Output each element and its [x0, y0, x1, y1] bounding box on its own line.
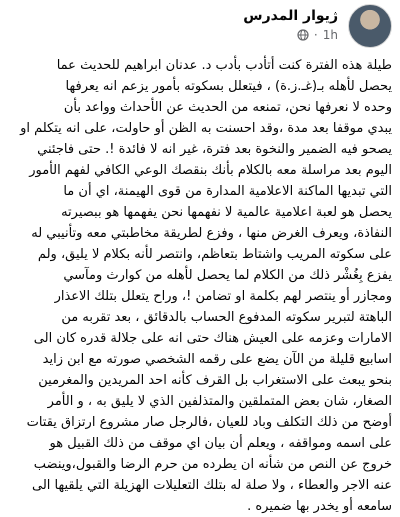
post-text-line: عنه الاجر والعطاء ، ولا صلة له بتلك التعليلات الهزيلة التي يلقيها الى: [32, 478, 392, 493]
post-meta: [243, 27, 338, 43]
post-text-line: بنحو يبعث على الاستغراب بل القرف كأنه احد المريدين والمغرمين: [38, 373, 392, 388]
post-text-line: اليوم بعد مراسلة معه بالكلام بأنك بنقصك الوعي الكافي لفهم الأمور: [29, 163, 392, 178]
post-text-line: يبدي موقفا بعد مدة ،وقد احسنت به الظن أو حاولت، على انه يتكلم او: [20, 121, 392, 136]
post-text-line: على اسمه ومواقفه ، ويعلم أن بيان اي موقف من ذلك القبيل هو: [49, 436, 392, 451]
post-text-line: خروج عن النص من شأنه ان يطرده من حرم الرضا والقبول،وينضب: [33, 457, 392, 472]
post-text-line: الامارات وعزمه على العيش هناك حتى انه على جلالة قدره كان الى: [33, 331, 392, 346]
post-text-line: أوضح من ذلك التكلف وباد للعيان ،فالرجل صار مشروع ارتزاق يقتات: [26, 415, 392, 430]
post-text-line: النفاذة، ويعرف الغرض منها ، وفزع لطريقة مخاطبتي معه وتأنيبي له: [31, 226, 392, 241]
author-avatar[interactable]: [348, 4, 392, 48]
post-text-line: التي تبديها الماكنة الاعلامية المدارة من قوى الهيمنة، اي أن ما: [63, 184, 392, 199]
post-text-line: وحده لا نعرفها نحن، تمنعه من الحديث عن الأحداث وواعد بأن: [63, 100, 392, 115]
post-header: [8, 4, 392, 54]
post-text-line: الباهتة لتبرير سكوته المدفوع الحساب بالدقائق ، بعد تقربه من: [61, 310, 392, 325]
post-text-line: يحصل لأهله بـ(غـ.ز.ة) ، فيتعلل بسكوته بأمور يزعم انه يعرفها: [65, 79, 392, 94]
post-text-line: يصحو فيه الضمير والنخوة بعد فترة، غير انه لا فائدة !. حتى فاجئني: [37, 142, 392, 157]
post-text-line: يحصل هو لعبة اعلامية عالمية لا نفهمها نحن يفهمها هو ببصيرته: [61, 205, 392, 220]
post-text-line: الصغار، شان بعض المتملقين والمتذلفين الذي لا يليق به ، و الأمر: [47, 394, 392, 409]
globe-icon: [297, 29, 309, 41]
post-text-line: على سكوته المريب واشتاط بتعاظم، وانتصر لأنه بكلام لا يليق، ولم: [37, 247, 392, 262]
post-text-line: ومجازر أو ينتصر لهم بكلمة او تضامن !، وراح يتعلل بتلك الاعذار: [54, 289, 392, 304]
author-block: [243, 4, 338, 43]
post-text-line: يفزع بِغُشْر ذلك من الكلام لما يحصل لأهله من كوارث ومآسي: [63, 268, 392, 283]
post-text-line: اسابيع قليلة من الآن يضع على رقمه الشخصي صورته مع ابن زايد: [42, 352, 392, 367]
post-body: [8, 55, 392, 517]
author-name[interactable]: ژيوار المدرس: [243, 8, 338, 24]
post-timestamp[interactable]: 1h: [322, 28, 338, 42]
meta-separator: ·: [313, 28, 318, 42]
post-text-line: سامعه أو يخدر بها ضميره .: [247, 499, 392, 514]
post-text-line: طيلة هذه الفترة كنت أتأدب بأدب د. عدنان ابراهيم للحديث عما: [56, 58, 392, 73]
